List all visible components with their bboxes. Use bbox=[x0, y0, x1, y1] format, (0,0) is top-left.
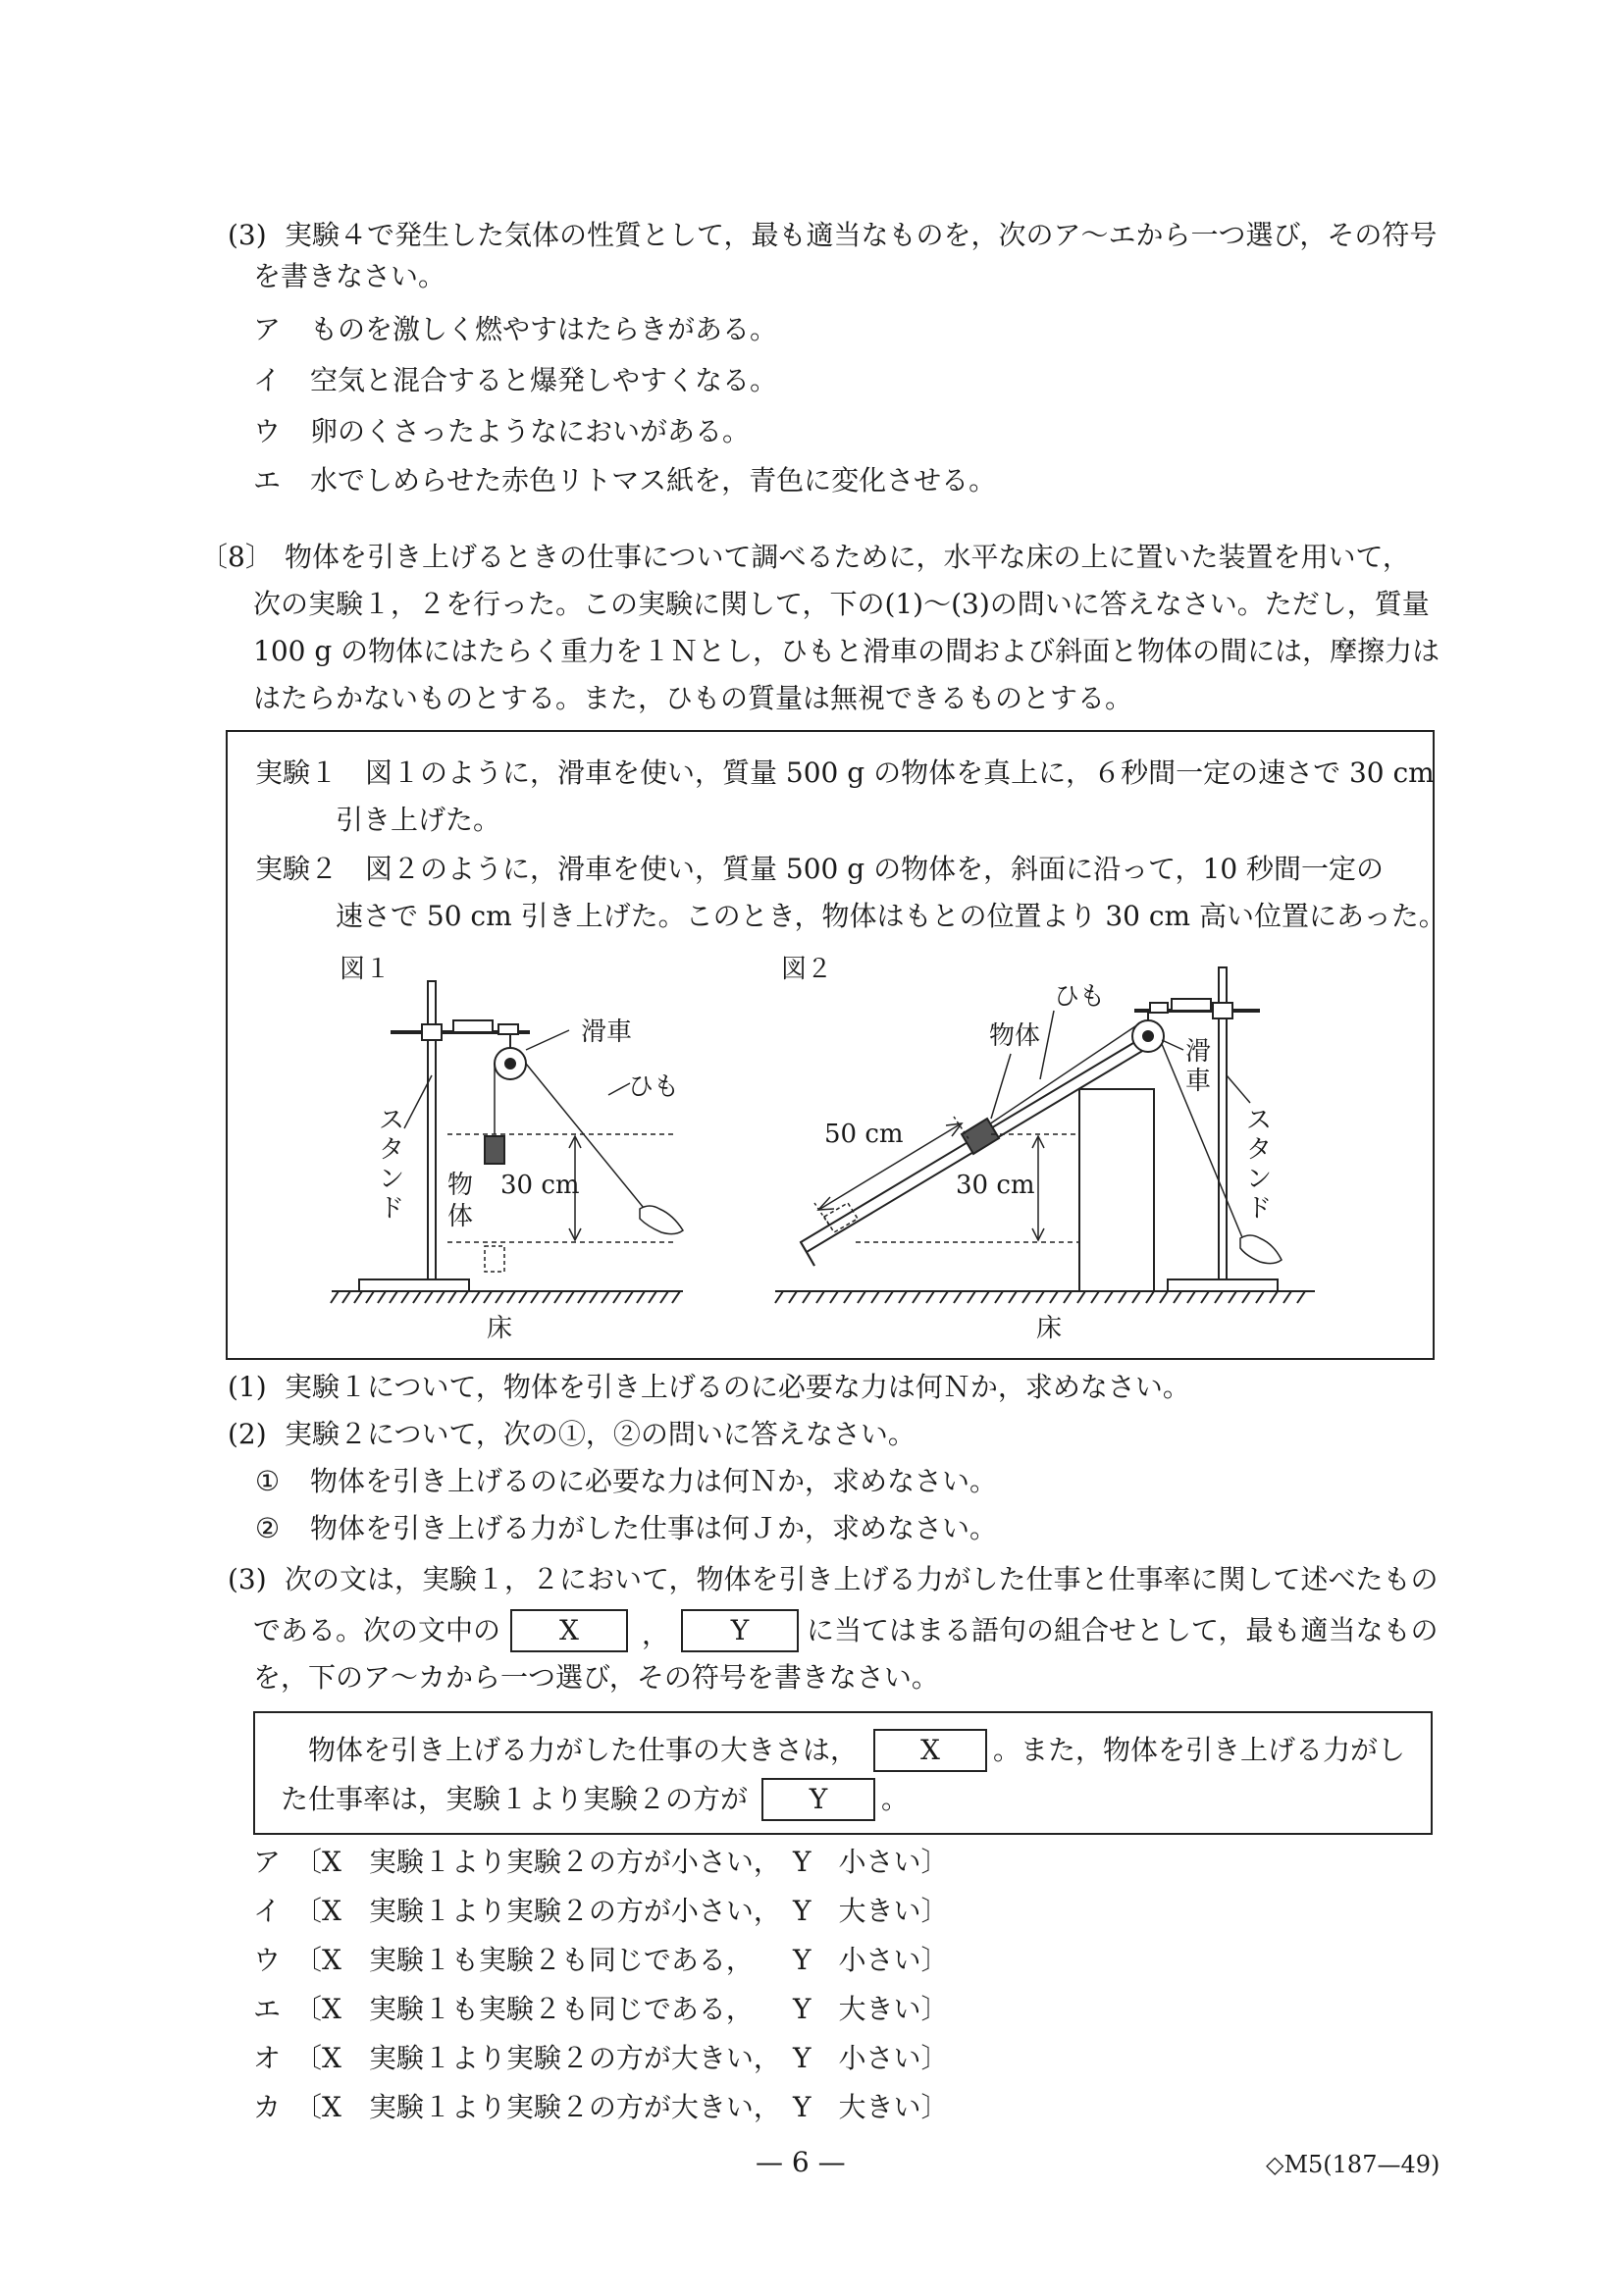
fig2-string-label: ひも bbox=[1054, 982, 1106, 1012]
option-y: Y 小さい〕 bbox=[793, 1944, 949, 1976]
fig1-pulley-label: 滑車 bbox=[581, 1018, 633, 1047]
q3-text-3: を，下のア～カから一つ選び，その符号を書きなさい。 bbox=[253, 1661, 939, 1694]
exp2-text-2: 速さで 50 cm 引き上げた。このとき，物体はもとの位置より 30 cm 高い位置にあった。 bbox=[336, 900, 1446, 932]
fig2-height-label: 30 cm bbox=[956, 1171, 1035, 1200]
fig1-hand-icon bbox=[640, 1206, 683, 1234]
option-x: 〔X 実験１も実験２も同じである， bbox=[294, 1944, 754, 1976]
svg-text:タ: タ bbox=[1246, 1135, 1273, 1165]
figures bbox=[228, 948, 1429, 1354]
option-x: 〔X 実験１より実験２の方が大きい， bbox=[294, 2042, 781, 2074]
prev-q3-stem-2: を書きなさい。 bbox=[253, 260, 446, 292]
fig1-object-initial bbox=[485, 1246, 504, 1272]
exp1-text-2: 引き上げた。 bbox=[336, 804, 501, 836]
svg-text:車: 車 bbox=[1185, 1067, 1212, 1096]
fig1-stand-label-1: ス bbox=[379, 1106, 405, 1135]
svg-text:ド: ド bbox=[379, 1194, 405, 1224]
q3-blank-y: Y bbox=[681, 1609, 799, 1652]
fig1-floor bbox=[331, 1291, 683, 1303]
prev-choice-mark: イ bbox=[253, 364, 282, 396]
section-number: 〔8〕 bbox=[200, 541, 273, 573]
option-x: 〔X 実験１より実験２の方が小さい， bbox=[294, 1895, 781, 1927]
prev-choice-text: 空気と混合すると爆発しやすくなる。 bbox=[310, 364, 778, 396]
q3-number: (3) bbox=[228, 1563, 267, 1595]
q1-number: (1) bbox=[228, 1371, 267, 1403]
q3-text-2b: に当てはまる語句の組合せとして，最も適当なもの bbox=[807, 1614, 1439, 1646]
option-mark: ウ bbox=[253, 1944, 282, 1976]
statement-1a: 物体を引き上げる力がした仕事の大きさは， bbox=[308, 1734, 859, 1766]
fig1-object-label-1: 物 bbox=[447, 1171, 474, 1200]
q2a-number: ① bbox=[255, 1465, 281, 1497]
q1-text: 実験１について，物体を引き上げるのに必要な力は何Ｎか，求めなさい。 bbox=[285, 1371, 1190, 1403]
q2-text: 実験２について，次の①，②の問いに答えなさい。 bbox=[285, 1418, 916, 1450]
option-x: 〔X 実験１より実験２の方が小さい， bbox=[294, 1846, 781, 1878]
statement-2b: 。 bbox=[881, 1783, 910, 1815]
statement-blank-y: Y bbox=[761, 1778, 875, 1821]
prev-choice-mark: ア bbox=[253, 313, 282, 345]
prev-choice-text: 水でしめらせた赤色リトマス紙を，青色に変化させる。 bbox=[310, 464, 997, 496]
fig2-floor-label: 床 bbox=[1036, 1314, 1063, 1343]
option-y: Y 大きい〕 bbox=[793, 1993, 949, 2025]
prev-choice-text: 卵のくさったようなにおいがある。 bbox=[310, 415, 751, 447]
section-intro-3: 100 g の物体にはたらく重力を１Ｎとし，ひもと滑車の間および斜面と物体の間には，摩擦力は bbox=[253, 635, 1440, 667]
q2-number: (2) bbox=[228, 1418, 267, 1450]
option-y: Y 小さい〕 bbox=[793, 1846, 949, 1878]
prev-choice-mark: エ bbox=[253, 464, 282, 496]
svg-text:体: 体 bbox=[447, 1202, 474, 1231]
svg-text:ン: ン bbox=[1246, 1165, 1273, 1194]
fig1-height-label: 30 cm bbox=[500, 1171, 580, 1200]
svg-text:タ: タ bbox=[379, 1135, 405, 1165]
statement-blank-x: X bbox=[873, 1729, 987, 1772]
q3-blank-x: X bbox=[510, 1609, 628, 1652]
exam-code: ◇M5(187—49) bbox=[1266, 2151, 1440, 2178]
option-mark: エ bbox=[253, 1993, 282, 2025]
fig1-object bbox=[485, 1136, 504, 1164]
option-y: Y 大きい〕 bbox=[793, 2091, 949, 2123]
fig2-floor bbox=[775, 1291, 1315, 1303]
option-mark: オ bbox=[253, 2042, 282, 2074]
option-y: Y 小さい〕 bbox=[793, 2042, 949, 2074]
page-number: — 6 — bbox=[756, 2146, 846, 2178]
fig1-pulley bbox=[495, 1034, 526, 1079]
option-x: 〔X 実験１より実験２の方が大きい， bbox=[294, 2091, 781, 2123]
fig2-pulley bbox=[1132, 1013, 1164, 1052]
section-intro-4: はたらかないものとする。また，ひもの質量は無視できるものとする。 bbox=[253, 682, 1133, 714]
fig2-block bbox=[1079, 1089, 1154, 1291]
q2b-number: ② bbox=[255, 1512, 281, 1544]
statement-1b: 。また，物体を引き上げる力がし bbox=[993, 1734, 1406, 1766]
prev-choice-mark: ウ bbox=[253, 415, 282, 447]
q3-text-1: 次の文は，実験１，２において，物体を引き上げる力がした仕事と仕事率に関して述べたもの bbox=[285, 1563, 1439, 1595]
exp2-label: 実験２ bbox=[255, 853, 339, 885]
fig1-title: 図１ bbox=[340, 955, 392, 984]
option-mark: ア bbox=[253, 1846, 282, 1878]
statement-2a: た仕事率は，実験１より実験２の方が bbox=[281, 1783, 749, 1815]
fig2-stand-label-1: ス bbox=[1246, 1106, 1273, 1135]
prev-choice-text: ものを激しく燃やすはたらきがある。 bbox=[310, 313, 778, 345]
fig2-hand-icon bbox=[1240, 1235, 1282, 1264]
fig2-length-label: 50 cm bbox=[824, 1120, 904, 1149]
fig1-string-label: ひも bbox=[628, 1072, 680, 1102]
q3-text-2a: である。次の文中の bbox=[253, 1614, 501, 1646]
option-y: Y 大きい〕 bbox=[793, 1895, 949, 1927]
fig2-object-label: 物体 bbox=[989, 1021, 1041, 1051]
exp2-text-1: 図２のように，滑車を使い，質量 500 g の物体を，斜面に沿って，10 秒間一定の bbox=[365, 853, 1385, 885]
q3-comma: ， bbox=[642, 1618, 670, 1650]
option-x: 〔X 実験１も実験２も同じである， bbox=[294, 1993, 754, 2025]
q2a-text: 物体を引き上げるのに必要な力は何Ｎか，求めなさい。 bbox=[310, 1465, 998, 1497]
option-mark: カ bbox=[253, 2091, 282, 2123]
prev-q3-number: (3) bbox=[228, 219, 267, 251]
fig1-floor-label: 床 bbox=[487, 1314, 513, 1343]
svg-text:ド: ド bbox=[1246, 1194, 1273, 1224]
svg-text:ン: ン bbox=[379, 1165, 405, 1194]
exp1-label: 実験１ bbox=[255, 757, 339, 789]
option-mark: イ bbox=[253, 1895, 282, 1927]
fig2-pulley-label-1: 滑 bbox=[1185, 1037, 1212, 1067]
exp1-text-1: 図１のように，滑車を使い，質量 500 g の物体を真上に，６秒間一定の速さで 30 cm bbox=[365, 757, 1435, 789]
section-intro-2: 次の実験１，２を行った。この実験に関して，下の(1)～(3)の問いに答えなさい。ただし，質量 bbox=[253, 588, 1430, 620]
section-intro-1: 物体を引き上げるときの仕事について調べるために，水平な床の上に置いた装置を用いて， bbox=[285, 541, 1410, 573]
fig2-title: 図２ bbox=[781, 955, 833, 984]
q2b-text: 物体を引き上げる力がした仕事は何Ｊか，求めなさい。 bbox=[310, 1512, 998, 1544]
prev-q3-stem-1: 実験４で発生した気体の性質として，最も適当なものを，次のア～エから一つ選び，その符号 bbox=[285, 219, 1438, 251]
